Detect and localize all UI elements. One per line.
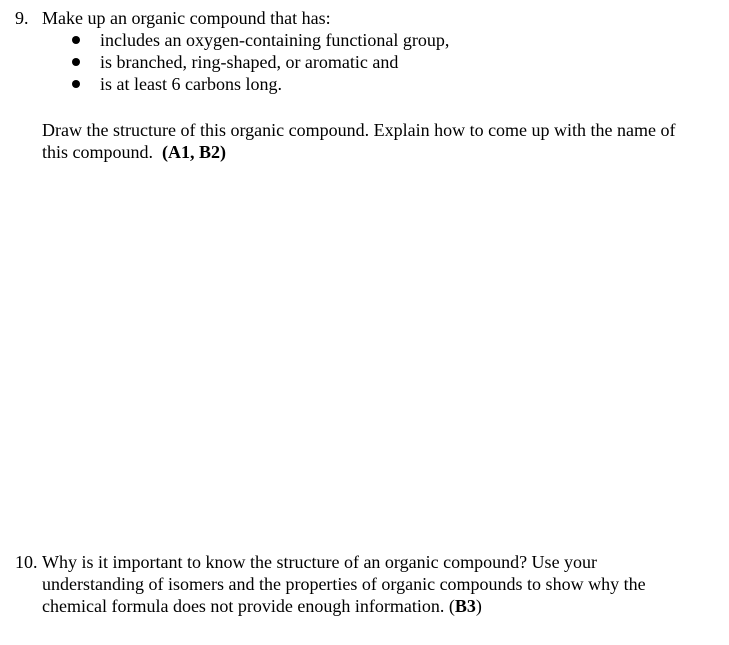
bullet-icon [72, 36, 80, 44]
question-9-header [0, 7, 729, 29]
question-text-line: understanding of isomers and the properties of organic compounds to show why the [42, 574, 646, 594]
list-item-text: is branched, ring-shaped, or aromatic and [100, 52, 399, 72]
bullet-icon [72, 80, 80, 88]
question-10-header [0, 551, 729, 573]
question-number: 9. [15, 8, 29, 28]
instruction-line: Draw the structure of this organic compound. Explain how to come up with the name of [42, 120, 676, 140]
codes-close-paren: ) [475, 596, 482, 616]
list-item [0, 29, 729, 51]
question-prompt: Make up an organic compound that has: [42, 8, 331, 28]
list-item-text: is at least 6 carbons long. [100, 74, 282, 94]
bullet-icon [72, 58, 80, 66]
assessment-codes: (A1, B2) [162, 142, 226, 162]
list-item-text: includes an oxygen-containing functional group, [100, 30, 450, 50]
list-item [0, 51, 729, 73]
instruction-line [0, 141, 729, 163]
question-9 [0, 7, 729, 163]
question-text-line: Why is it important to know the structure of an organic compound? Use your [42, 552, 598, 572]
question-number: 10. [15, 552, 38, 572]
list-item [0, 73, 729, 95]
assessment-code: B3 [454, 596, 476, 616]
question-10 [0, 551, 729, 617]
codes-open-paren: ( [448, 596, 455, 616]
question-9-instruction [0, 119, 729, 163]
question-text: chemical formula does not provide enough information. [42, 596, 445, 616]
question-text-line [0, 595, 729, 617]
requirements-list [0, 29, 729, 95]
instruction-text: this compound. [42, 142, 153, 162]
